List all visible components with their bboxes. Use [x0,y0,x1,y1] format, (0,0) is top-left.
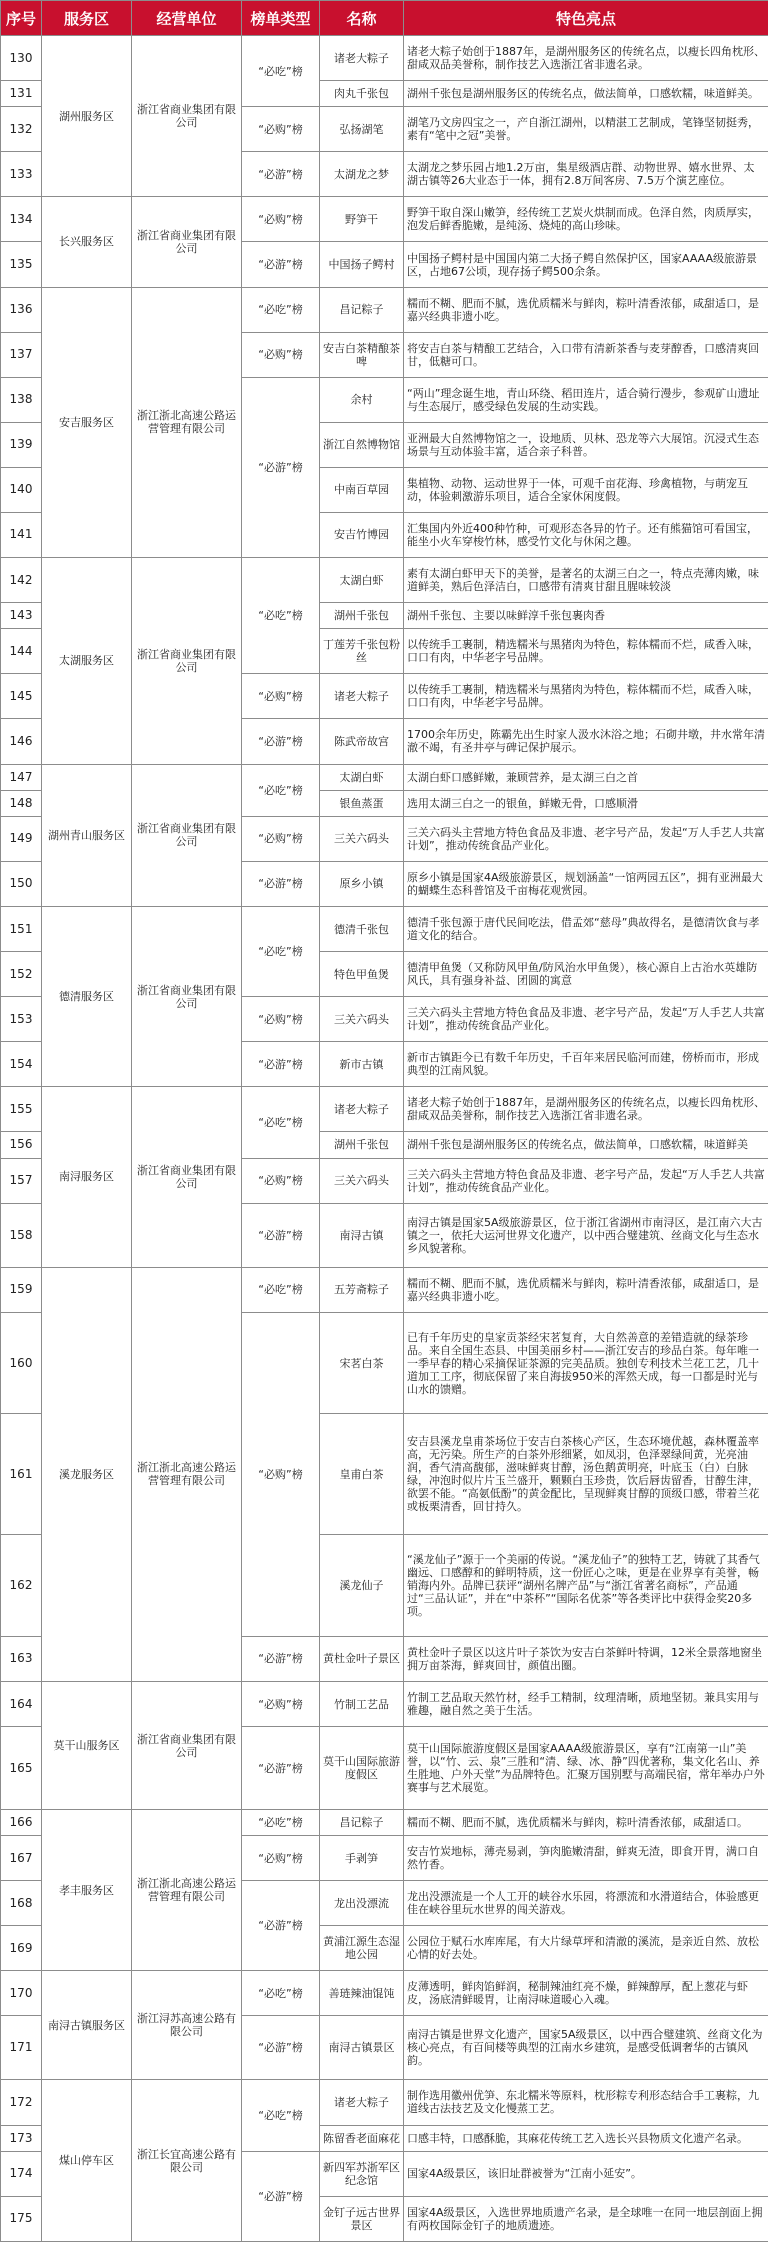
row-area: 安吉服务区 [42,287,132,557]
table-row [1,1809,768,1835]
row-highlight: 太湖白虾口感鲜嫩，兼顾营养，是太湖三白之首 [404,764,768,790]
row-name: 中国扬子鳄村 [320,242,404,287]
table-row [1,1087,768,1132]
row-seq: 165 [1,1727,42,1810]
row-name: 宋茗白茶 [320,1312,404,1414]
row-highlight: 已有千年历史的皇家贡茶经宋茗复育，大自然善意的差错造就的绿茶珍品。来自全国生态县、中国美丽乡村——浙江安吉的珍品白茶。每年唯一一季早春的精心采摘保证茶源的完美品质。独创专利技术兰花工艺，几十道加工工序，彻底保留了来自海拔950米的浑然天成，每一口都是时光与山水的馈赠。 [404,1312,768,1414]
row-area: 孝丰服务区 [42,1809,132,1970]
row-operator: 浙江浙北高速公路运营管理有限公司 [132,287,242,557]
row-highlight: 太湖龙之梦乐园占地1.2万亩，集星级酒店群、动物世界、嬉水世界、太湖古镇等26大业态于一体，拥有2.8万间客房、7.5万个演艺座位。 [404,152,768,197]
row-list-type: “必购”榜 [242,997,320,1042]
row-list-type: “必购”榜 [242,1312,320,1636]
row-operator: 浙江省商业集团有限公司 [132,907,242,1087]
row-seq: 140 [1,467,42,512]
row-highlight: 湖州千张包、主要以味鲜淳千张包裹肉香 [404,603,768,629]
row-seq: 159 [1,1267,42,1312]
row-list-type: “必吃”榜 [242,1809,320,1835]
row-list-type: “必购”榜 [242,816,320,861]
row-list-type: “必购”榜 [242,197,320,242]
row-area: 长兴服务区 [42,197,132,287]
row-highlight: 中国扬子鳄村是中国国内第二大扬子鳄自然保护区，国家AAAA级旅游景区，占地67公顷，现存扬子鳄500余条。 [404,242,768,287]
header-list-type: 榜单类型 [242,1,320,36]
table-row [1,2080,768,2125]
header-highlight: 特色亮点 [404,1,768,36]
row-seq: 152 [1,952,42,997]
row-seq: 170 [1,1971,42,2016]
header-area: 服务区 [42,1,132,36]
row-list-type: “必游”榜 [242,1203,320,1267]
row-highlight: 原乡小镇是国家4A级旅游景区，规划涵盖“一馆两园五区”，拥有亚洲最大的蝴蝶生态科普馆及千亩梅花观赏园。 [404,861,768,906]
row-seq: 167 [1,1836,42,1881]
row-operator: 浙江浙北高速公路运营管理有限公司 [132,1809,242,1970]
row-highlight: “溪龙仙子”源于一个美丽的传说。“溪龙仙子”的独特工艺，铸就了其香气幽远、口感醇和的鲜明特质，这一份匠心之味，更是在业界享有美誉，畅销海内外。品牌已获评“湖州名牌产品”与“浙江省著名商标”，产品通过“三品认证”，并在“中茶杯”“国际名优茶”等各类评比中获得金奖20多项。 [404,1535,768,1637]
row-name: 诸老大粽子 [320,36,404,81]
table-row [1,1267,768,1312]
row-list-type: “必游”榜 [242,2016,320,2080]
row-name: 肉丸千张包 [320,81,404,107]
row-seq: 143 [1,603,42,629]
row-name: 三关六码头 [320,997,404,1042]
table-row [1,36,768,81]
row-seq: 138 [1,377,42,422]
row-name: 原乡小镇 [320,861,404,906]
row-seq: 173 [1,2125,42,2151]
row-highlight: 新市古镇距今已有数千年历史，千百年来居民临河而建，傍桥而市，形成典型的江南风貌。 [404,1042,768,1087]
row-highlight: 湖州千张包是湖州服务区的传统名点，做法简单，口感软糯，味道鲜美。 [404,81,768,107]
row-list-type: “必购”榜 [242,107,320,152]
row-seq: 169 [1,1926,42,1971]
row-list-type: “必游”榜 [242,1042,320,1087]
row-area: 太湖服务区 [42,558,132,764]
row-list-type: “必购”榜 [242,1158,320,1203]
row-seq: 156 [1,1132,42,1158]
row-name: 弘扬湖笔 [320,107,404,152]
row-name: 湖州千张包 [320,603,404,629]
row-highlight: 皮薄透明，鲜肉馅鲜润，秘制辣油红亮不燥，鲜辣醇厚，配上葱花与虾皮，汤底清鲜暖胃，让南浔味道暖心入魂。 [404,1971,768,2016]
row-highlight: 安吉竹炭地标，薄壳易剥，笋肉脆嫩清甜，鲜爽无渣，即食开胃，满口自然竹香。 [404,1836,768,1881]
row-list-type: “必游”榜 [242,377,320,557]
row-name: 安吉白茶精酿茶啤 [320,332,404,377]
row-name: 三关六码头 [320,1158,404,1203]
row-seq: 157 [1,1158,42,1203]
row-list-type: “必吃”榜 [242,907,320,997]
row-highlight: 安吉县溪龙皇甫茶场位于安吉白茶核心产区，生态环境优越，森林覆盖率高，无污染。所生产的白茶外形细紧，如凤羽，色泽翠绿间黄，光亮油润，香气清高馥郁，滋味鲜爽甘醇，汤色鹅黄明亮，叶底玉（白）白脉绿，冲泡时似片片玉兰盛开，颗颗白玉珍贵，饮后唇齿留香，甘醇生津，欲罢不能。“高氨低酚”的黄金配比，呈现鲜爽甘醇的顶级口感，带着兰花或板栗清香，回甘持久。 [404,1414,768,1535]
row-name: 诸老大粽子 [320,2080,404,2125]
row-name: 昌记粽子 [320,1809,404,1835]
row-name: 湖州千张包 [320,1132,404,1158]
table-row [1,1971,768,2016]
row-name: 龙出没漂流 [320,1881,404,1926]
row-highlight: 选用太湖三白之一的银鱼，鲜嫩无骨，口感顺滑 [404,790,768,816]
row-highlight: 将安吉白茶与精酿工艺结合，入口带有清新茶香与麦芽醇香，口感清爽回甘，低糖可口。 [404,332,768,377]
row-name: 浙江自然博物馆 [320,422,404,467]
row-seq: 174 [1,2151,42,2196]
row-seq: 161 [1,1414,42,1535]
row-highlight: 糯而不糊、肥而不腻，选优质糯米与鲜肉，粽叶清香浓郁，咸甜适口。 [404,1809,768,1835]
table-row [1,764,768,790]
row-seq: 171 [1,2016,42,2080]
row-seq: 133 [1,152,42,197]
row-list-type: “必购”榜 [242,1836,320,1881]
row-seq: 172 [1,2080,42,2125]
row-name: 陈留香老面麻花 [320,2125,404,2151]
row-highlight: 德清甲鱼煲（又称防风甲鱼/防风治水甲鱼煲），核心源自上古治水英雄防风氏，具有强身补益、团圆的寓意 [404,952,768,997]
row-highlight: 1700余年历史，陈霸先出生时家人汲水沐浴之地；石砌井墩，井水常年清澈不竭，有圣井亭与碑记保护展示。 [404,719,768,764]
row-highlight: 汇集国内外近400种竹种，可观形态各异的竹子。还有熊猫馆可看国宝，能坐小火车穿梭竹林，感受竹文化与休闲之趣。 [404,512,768,557]
row-highlight: 国家4A级景区，入选世界地质遗产名录，是全球唯一在同一地层剖面上拥有两枚国际金钉子的地质遗迹。 [404,2196,768,2241]
row-seq: 147 [1,764,42,790]
row-list-type: “必吃”榜 [242,287,320,332]
row-name: 德清千张包 [320,907,404,952]
row-name: 特色甲鱼煲 [320,952,404,997]
row-highlight: 野笋干取自深山嫩笋，经传统工艺炭火烘制而成。色泽自然，肉质厚实，泡发后鲜香脆嫩，是纯汤、烧炖的高山珍味。 [404,197,768,242]
row-highlight: 三关六码头主营地方特色食品及非遗、老字号产品，发起“万人手艺人共富计划”，推动传统食品产业化。 [404,997,768,1042]
row-list-type: “必游”榜 [242,1881,320,1971]
row-highlight: 三关六码头主营地方特色食品及非遗、老字号产品，发起“万人手艺人共富计划”，推动传统食品产业化。 [404,816,768,861]
row-highlight: 龙出没漂流是一个人工开的峡谷水乐园，将漂流和水滑道结合，体验感更佳在峡谷里玩水世界的闯关游戏。 [404,1881,768,1926]
row-name: 手剥笋 [320,1836,404,1881]
row-list-type: “必吃”榜 [242,1971,320,2016]
row-highlight: 糯而不糊、肥而不腻，选优质糯米与鲜肉，粽叶清香浓郁，咸甜适口，是嘉兴经典非遗小吃。 [404,287,768,332]
row-highlight: 公园位于赋石水库库尾，有大片绿草坪和清澈的溪流，是亲近自然、放松心情的好去处。 [404,1926,768,1971]
row-highlight: 竹制工艺品取天然竹材，经手工精制，纹理清晰，质地坚韧。兼具实用与雅趣，融自然之美于生活。 [404,1682,768,1727]
row-name: 南浔古镇景区 [320,2016,404,2080]
row-seq: 168 [1,1881,42,1926]
row-seq: 144 [1,629,42,674]
row-name: 五芳斋粽子 [320,1267,404,1312]
row-seq: 141 [1,512,42,557]
row-name: 溪龙仙子 [320,1535,404,1637]
row-name: 中南百草园 [320,467,404,512]
row-seq: 136 [1,287,42,332]
row-area: 莫干山服务区 [42,1682,132,1810]
row-list-type: “必游”榜 [242,719,320,764]
row-name: 黄杜金叶子景区 [320,1636,404,1681]
row-highlight: 国家4A级景区，该旧址群被誉为“江南小延安”。 [404,2151,768,2196]
row-highlight: 诸老大粽子始创于1887年，是湖州服务区的传统名点，以瘦长四角枕形、甜咸双品美誉称，制作技艺入选浙江省非遗名录。 [404,36,768,81]
row-highlight: 德清千张包源于唐代民间吃法，借孟郊“慈母”典故得名，是德清饮食与孝道文化的结合。 [404,907,768,952]
row-name: 太湖白虾 [320,558,404,603]
row-seq: 130 [1,36,42,81]
row-name: 新市古镇 [320,1042,404,1087]
row-area: 南浔古镇服务区 [42,1971,132,2080]
row-seq: 160 [1,1312,42,1414]
row-operator: 浙江省商业集团有限公司 [132,764,242,907]
row-highlight: 素有太湖白虾甲天下的美誉，是著名的太湖三白之一，特点壳薄肉嫩，味道鲜美，熟后色泽洁白，口感带有清爽甘甜且腥味较淡 [404,558,768,603]
header-seq: 序号 [1,1,42,36]
row-name: 黄浦江源生态湿地公园 [320,1926,404,1971]
row-highlight: 糯而不糊、肥而不腻，选优质糯米与鲜肉，粽叶清香浓郁，咸甜适口，是嘉兴经典非遗小吃。 [404,1267,768,1312]
row-highlight: 黄杜金叶子景区以这片叶子茶饮为安吉白茶鲜叶特调，12米全景落地窗坐拥万亩茶海，鲜爽回甘，颜值出圈。 [404,1636,768,1681]
table-row [1,558,768,603]
row-name: 安吉竹博园 [320,512,404,557]
row-operator: 浙江省商业集团有限公司 [132,36,242,197]
row-list-type: “必吃”榜 [242,558,320,674]
row-name: 丁莲芳千张包粉丝 [320,629,404,674]
row-seq: 162 [1,1535,42,1637]
row-name: 竹制工艺品 [320,1682,404,1727]
row-area: 湖州青山服务区 [42,764,132,907]
table-row [1,907,768,952]
row-highlight: 南浔古镇是世界文化遗产，国家5A级景区，以中西合璧建筑、丝商文化为核心亮点，有百间楼等典型的江南水乡建筑，是感受低调奢华的古镇风韵。 [404,2016,768,2080]
row-area: 煤山停车区 [42,2080,132,2242]
row-area: 湖州服务区 [42,36,132,197]
row-seq: 137 [1,332,42,377]
row-seq: 149 [1,816,42,861]
row-name: 三关六码头 [320,816,404,861]
row-name: 诸老大粽子 [320,674,404,719]
row-highlight: 湖州千张包是湖州服务区的传统名点，做法简单，口感软糯，味道鲜美 [404,1132,768,1158]
row-highlight: 湖笔乃文房四宝之一，产自浙江湖州，以精湛工艺制成，笔锋坚韧挺秀，素有“笔中之冠”美誉。 [404,107,768,152]
row-list-type: “必游”榜 [242,242,320,287]
row-name: 南浔古镇 [320,1203,404,1267]
row-highlight: 诸老大粽子始创于1887年，是湖州服务区的传统名点，以瘦长四角枕形、甜咸双品美誉称，制作技艺入选浙江省非遗名录。 [404,1087,768,1132]
row-seq: 135 [1,242,42,287]
row-highlight: 亚洲最大自然博物馆之一，设地质、贝林、恐龙等六大展馆。沉浸式生态场景与互动体验丰富，适合亲子科普。 [404,422,768,467]
row-highlight: 口感丰特，口感酥脆，其麻花传统工艺入选长兴县物质文化遗产名录。 [404,2125,768,2151]
row-name: 太湖龙之梦 [320,152,404,197]
row-highlight: 南浔古镇是国家5A级旅游景区，位于浙江省湖州市南浔区，是江南六大古镇之一，依托大运河世界文化遗产，以中西合璧建筑、丝商文化与生态水乡风貌著称。 [404,1203,768,1267]
row-seq: 148 [1,790,42,816]
row-area: 德清服务区 [42,907,132,1087]
row-list-type: “必吃”榜 [242,764,320,816]
row-operator: 浙江浔苏高速公路有限公司 [132,1971,242,2080]
row-name: 太湖白虾 [320,764,404,790]
table-row [1,287,768,332]
row-list-type: “必游”榜 [242,1727,320,1810]
row-highlight: 集植物、动物、运动世界于一体，可观千亩花海、珍禽植物，与萌宠互动，体验刺激游乐项目，适合全家休闲度假。 [404,467,768,512]
row-highlight: “两山”理念诞生地，青山环绕、稻田连片，适合骑行漫步，参观矿山遗址与生态展厅，感受绿色发展的生动实践。 [404,377,768,422]
row-operator: 浙江省商业集团有限公司 [132,1087,242,1267]
row-seq: 151 [1,907,42,952]
row-name: 皇甫白茶 [320,1414,404,1535]
row-seq: 155 [1,1087,42,1132]
row-operator: 浙江省商业集团有限公司 [132,197,242,287]
row-area: 溪龙服务区 [42,1267,132,1681]
row-seq: 142 [1,558,42,603]
row-list-type: “必吃”榜 [242,36,320,107]
row-seq: 154 [1,1042,42,1087]
row-list-type: “必购”榜 [242,1682,320,1727]
row-name: 新四军苏浙军区纪念馆 [320,2151,404,2196]
row-seq: 150 [1,861,42,906]
header-operator: 经营单位 [132,1,242,36]
row-list-type: “必吃”榜 [242,1087,320,1158]
row-seq: 164 [1,1682,42,1727]
row-seq: 146 [1,719,42,764]
row-operator: 浙江省商业集团有限公司 [132,1682,242,1810]
row-highlight: 以传统手工裹制，精选糯米与黑猪肉为特色，粽体糯而不烂，咸香入味，口口有肉，中华老字号品牌。 [404,629,768,674]
table-row [1,197,768,242]
row-seq: 166 [1,1809,42,1835]
row-highlight: 制作选用徽州优笋、东北糯米等原料，枕形粽专利形态结合手工裹粽，九道线古法技艺及文化慢蒸工艺。 [404,2080,768,2125]
row-seq: 134 [1,197,42,242]
row-highlight: 三关六码头主营地方特色食品及非遗、老字号产品，发起“万人手艺人共富计划”，推动传统食品产业化。 [404,1158,768,1203]
row-seq: 132 [1,107,42,152]
row-name: 银鱼蒸蛋 [320,790,404,816]
row-name: 诸老大粽子 [320,1087,404,1132]
row-list-type: “必吃”榜 [242,1267,320,1312]
table-header-row [1,1,768,36]
row-seq: 175 [1,2196,42,2241]
row-name: 莫干山国际旅游度假区 [320,1727,404,1810]
row-list-type: “必游”榜 [242,152,320,197]
table-row [1,1682,768,1727]
row-list-type: “必吃”榜 [242,2080,320,2151]
row-name: 余村 [320,377,404,422]
row-operator: 浙江浙北高速公路运营管理有限公司 [132,1267,242,1681]
row-name: 陈武帝故宫 [320,719,404,764]
row-list-type: “必购”榜 [242,674,320,719]
row-name: 善琏辣油馄饨 [320,1971,404,2016]
row-list-type: “必购”榜 [242,332,320,377]
row-name: 金钉子远古世界景区 [320,2196,404,2241]
row-list-type: “必游”榜 [242,2151,320,2241]
row-operator: 浙江长宜高速公路有限公司 [132,2080,242,2242]
row-operator: 浙江省商业集团有限公司 [132,558,242,764]
header-name: 名称 [320,1,404,36]
row-seq: 158 [1,1203,42,1267]
row-highlight: 莫干山国际旅游度假区是国家AAAA级旅游景区，享有“江南第一山”美誉，以“竹、云、泉”三胜和“清、绿、冰、静”四优著称，集文化名山、养生胜地、户外天堂”为品牌特色。汇聚万国别墅与高端民宿，常年举办户外赛事与艺术展览。 [404,1727,768,1810]
row-highlight: 以传统手工裹制，精选糯米与黑猪肉为特色，粽体糯而不烂，咸香入味，口口有肉，中华老字号品牌。 [404,674,768,719]
row-list-type: “必游”榜 [242,861,320,906]
row-name: 野笋干 [320,197,404,242]
row-seq: 153 [1,997,42,1042]
row-seq: 163 [1,1636,42,1681]
row-list-type: “必游”榜 [242,1636,320,1681]
row-seq: 131 [1,81,42,107]
row-seq: 145 [1,674,42,719]
row-area: 南浔服务区 [42,1087,132,1267]
row-name: 昌记粽子 [320,287,404,332]
row-seq: 139 [1,422,42,467]
